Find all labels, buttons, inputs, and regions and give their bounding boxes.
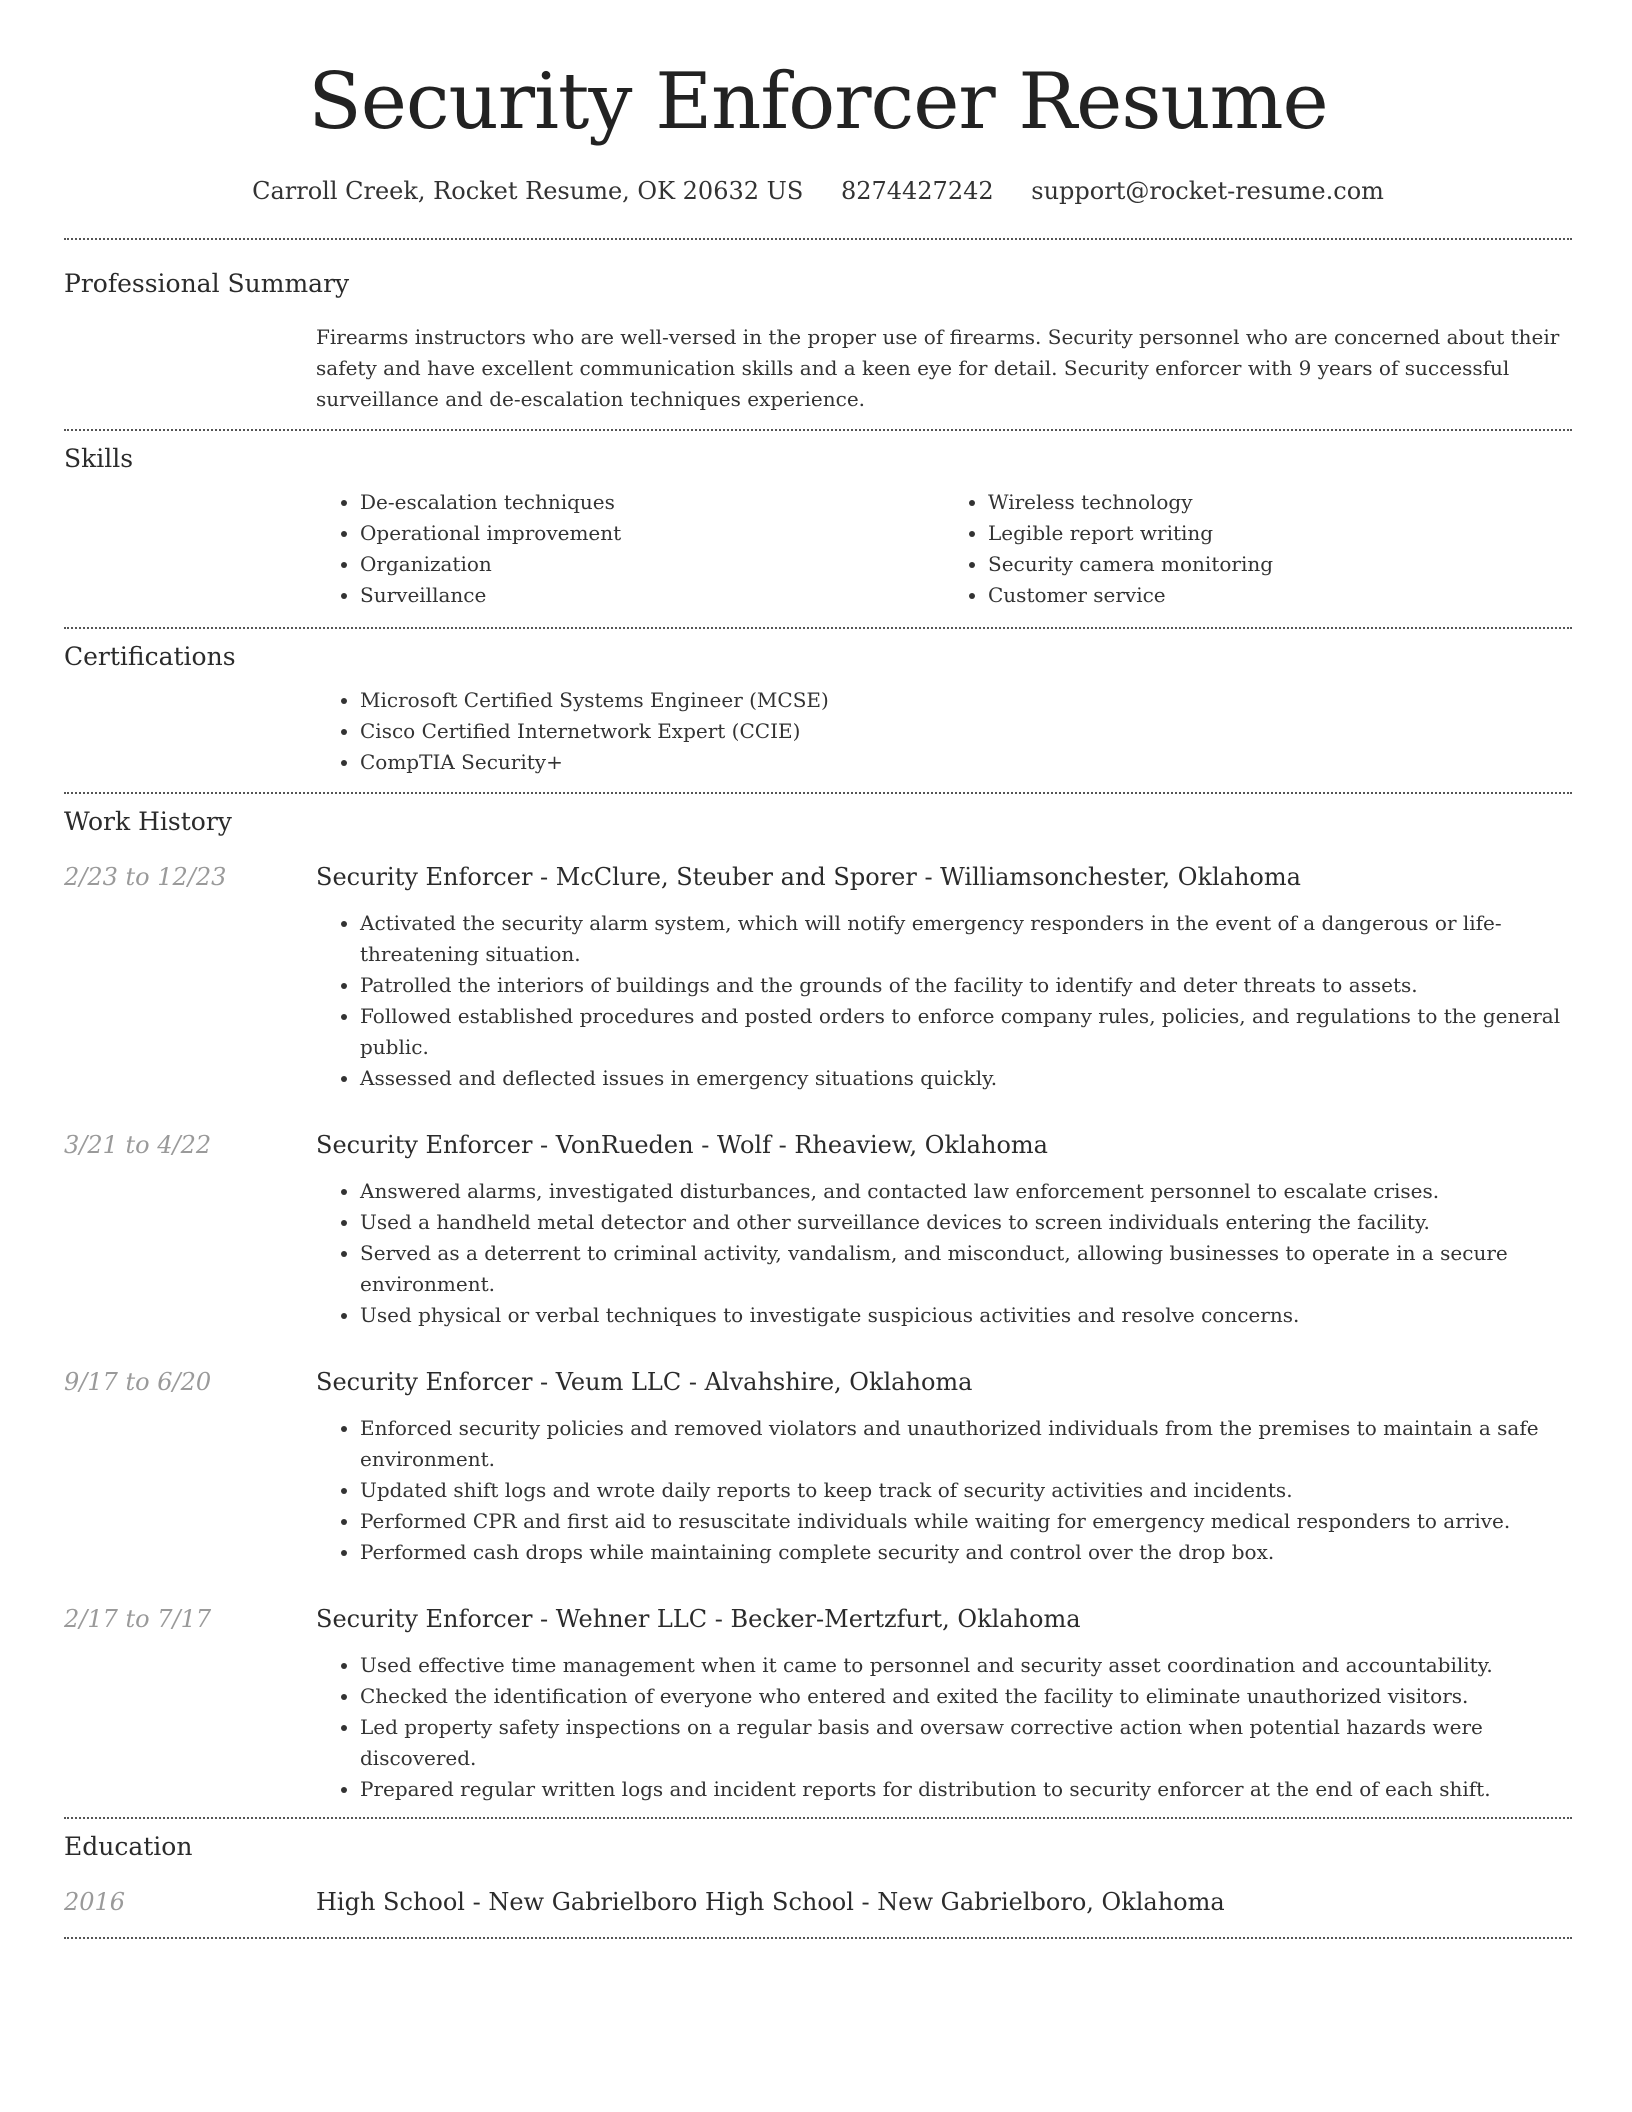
job-heading: Security Enforcer - Wehner LLC - Becker-Mertzfurt, Oklahoma <box>316 1605 1081 1633</box>
skill-item: • Legible report writing <box>988 518 1572 549</box>
job-heading: Security Enforcer - VonRueden - Wolf - Rheaview, Oklahoma <box>316 1131 1048 1159</box>
job-bullet: • Used effective time management when it came to personnel and security asset coordination and accountability. <box>360 1650 1572 1681</box>
job-bullet: • Updated shift logs and wrote daily reports to keep track of security activities and incidents. <box>360 1475 1572 1506</box>
certification-item: • Cisco Certified Internetwork Expert (CCIE) <box>360 716 1572 747</box>
job-heading: Security Enforcer - Veum LLC - Alvahshire, Oklahoma <box>316 1368 973 1396</box>
job-dates: 2/23 to 12/23 <box>64 863 227 891</box>
section-title-certifications: Certifications <box>64 642 236 671</box>
education-entry <box>64 1885 1572 1919</box>
divider <box>64 1937 1572 1939</box>
skill-item: • Surveillance <box>360 580 944 611</box>
job-dates: 2/17 to 7/17 <box>64 1605 212 1633</box>
education-heading: High School - New Gabrielboro High School - New Gabrielboro, Oklahoma <box>316 1888 1225 1916</box>
job-bullet: • Used a handheld metal detector and other surveillance devices to screen individuals entering the facility. <box>360 1207 1572 1238</box>
job-bullet: • Assessed and deflected issues in emergency situations quickly. <box>360 1063 1572 1094</box>
section-title-skills: Skills <box>64 444 134 473</box>
job-bullet: • Answered alarms, investigated disturbances, and contacted law enforcement personnel to escalate crises. <box>360 1176 1572 1207</box>
certification-item: • CompTIA Security+ <box>360 747 1572 778</box>
resume-page <box>64 0 1572 1939</box>
education-dates: 2016 <box>64 1888 126 1916</box>
contact-line <box>64 174 1572 208</box>
job-bullet: • Led property safety inspections on a regular basis and oversaw corrective action when potential hazards were discovered. <box>360 1712 1572 1774</box>
job-bullet: • Prepared regular written logs and incident reports for distribution to security enforcer at the end of each shift. <box>360 1774 1572 1805</box>
skills-list-right <box>944 487 1572 611</box>
job-bullet: • Enforced security policies and removed violators and unauthorized individuals from the premises to maintain a safe environment. <box>360 1413 1572 1475</box>
section-title-summary: Professional Summary <box>64 269 350 298</box>
skill-item: • Organization <box>360 549 944 580</box>
job-bullet: • Patrolled the interiors of buildings and the grounds of the facility to identify and deter threats to assets. <box>360 970 1572 1001</box>
job-bullet: • Checked the identification of everyone who entered and exited the facility to eliminate unauthorized visitors. <box>360 1681 1572 1712</box>
job-bullets <box>316 1176 1572 1331</box>
job-bullets <box>316 908 1572 1094</box>
skill-item: • Security camera monitoring <box>988 549 1572 580</box>
job-bullets <box>316 1413 1572 1568</box>
skills-list-left <box>316 487 944 611</box>
skill-item: • De-escalation techniques <box>360 487 944 518</box>
job-bullet: • Activated the security alarm system, which will notify emergency responders in the event of a dangerous or life-threatening situation. <box>360 908 1572 970</box>
job-dates: 9/17 to 6/20 <box>64 1368 212 1396</box>
job-bullet: • Followed established procedures and posted orders to enforce company rules, policies, and regulations to the general public. <box>360 1001 1572 1063</box>
skill-item: • Customer service <box>988 580 1572 611</box>
certification-item: • Microsoft Certified Systems Engineer (MCSE) <box>360 685 1572 716</box>
contact-phone: 8274427242 <box>840 177 994 205</box>
work-history-section <box>64 794 1572 1817</box>
job-bullets <box>316 1650 1572 1805</box>
resume-title: Security Enforcer Resume <box>308 57 1328 147</box>
skills-section <box>64 431 1572 627</box>
job-heading: Security Enforcer - McClure, Steuber and Sporer - Williamsonchester, Oklahoma <box>316 863 1301 891</box>
skill-item: • Operational improvement <box>360 518 944 549</box>
contact-address: Carroll Creek, Rocket Resume, OK 20632 US <box>252 177 804 205</box>
contact-email: support@rocket-resume.com <box>1031 177 1384 205</box>
certifications-list <box>316 685 1572 778</box>
job-bullet: • Used physical or verbal techniques to investigate suspicious activities and resolve concerns. <box>360 1300 1572 1331</box>
job-bullet: • Performed CPR and first aid to resuscitate individuals while waiting for emergency medical responders to arrive. <box>360 1506 1572 1537</box>
job-entry <box>64 1602 1572 1805</box>
job-dates: 3/21 to 4/22 <box>64 1131 212 1159</box>
summary-text: Firearms instructors who are well-versed in the proper use of firearms. Security personnel who are concerned about their safety and have excellent communication skills and a keen eye for detail. Security enforcer with 9 years of successful surveillance and de-escalation techniques experience. <box>316 325 1560 411</box>
summary-section <box>64 240 1572 429</box>
education-section <box>64 1819 1572 1937</box>
certifications-section <box>64 629 1572 792</box>
skill-item: • Wireless technology <box>988 487 1572 518</box>
job-entry <box>64 860 1572 1094</box>
section-title-work-history: Work History <box>64 807 232 836</box>
job-entry <box>64 1128 1572 1331</box>
job-bullet: • Performed cash drops while maintaining complete security and control over the drop box. <box>360 1537 1572 1568</box>
job-bullet: • Served as a deterrent to criminal activity, vandalism, and misconduct, allowing businesses to operate in a secure environment. <box>360 1238 1572 1300</box>
section-title-education: Education <box>64 1832 193 1861</box>
job-entry <box>64 1365 1572 1568</box>
